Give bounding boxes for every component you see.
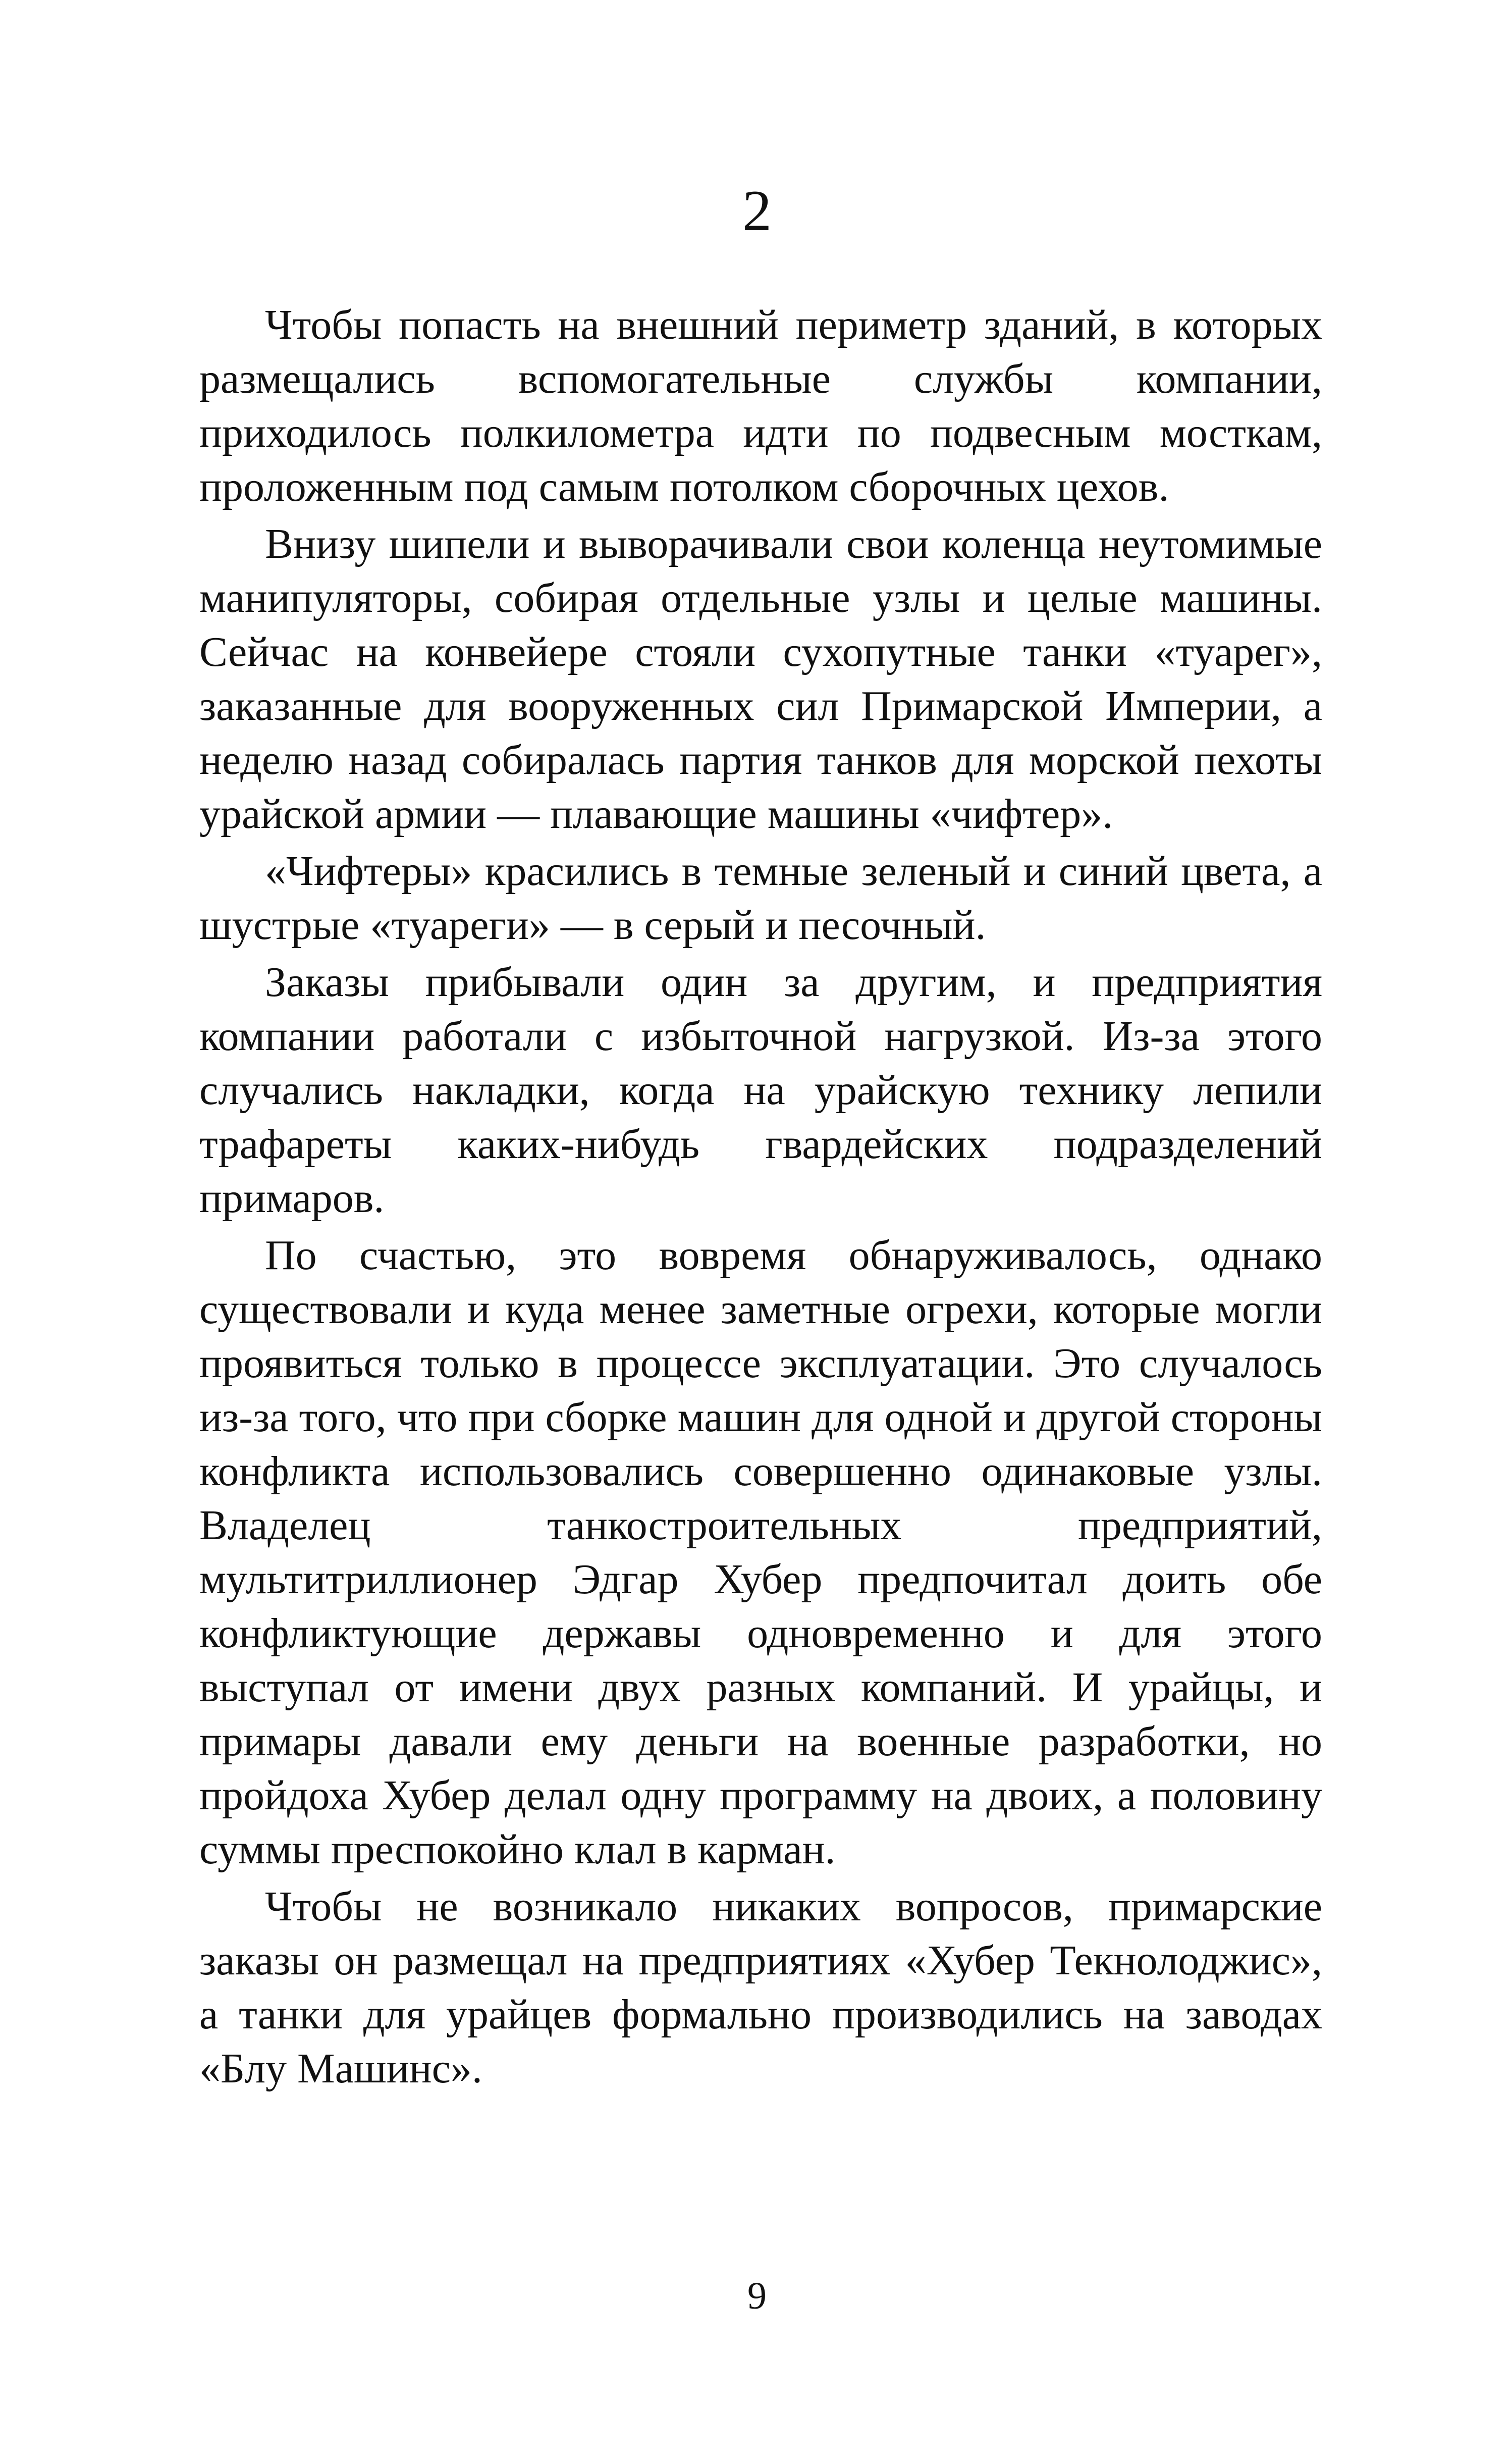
paragraph-4: Заказы прибывали один за другим, и предприятия компании работали с избыточной нагрузкой. Из-за этого случались накладки, когда на урайскую технику лепили трафареты каких-нибудь гвардейских подразделений примаров. — [199, 959, 1322, 1222]
paragraph-3: «Чифтеры» красились в темные зеленый и синий цвета, а шустрые «туареги» — в серый и песочный. — [199, 848, 1322, 949]
paragraph-6: Чтобы не возникало никаких вопросов, примарские заказы он размещал на предприятиях «Хубер Текнолоджис», а танки для урайцев формально производились на заводах «Блу Машинс». — [199, 1883, 1322, 2092]
paragraph-5: По счастью, это вовремя обнаруживалось, однако существовали и куда менее заметные огрехи, которые могли проявиться только в процессе эксплуатации. Это случалось из-за того, что при сборке машин для одной и другой стороны конфликта использовались совершенно одинаковые узлы. Владелец танкостроительных предприятий, мультитриллионер Эдгар Хубер предпочитал доить обе конфликтующие державы одновременно и для этого выступал от имени двух разных компаний. И урайцы, и примары давали ему деньги на военные разработки, но пройдоха Хубер делал одну программу на двоих, а половину суммы преспокойно клал в карман. — [199, 1232, 1322, 1873]
paragraph-2: Внизу шипели и выворачивали свои коленца неутомимые манипуляторы, собирая отдельные узлы и целые машины. Сейчас на конвейере стояли сухопутные танки «туарег», заказанные для вооруженных сил Примарской Империи, а неделю назад собиралась партия танков для морской пехоты урайской армии — плавающие машины «чифтер». — [199, 520, 1322, 838]
page-number: 9 — [747, 2275, 767, 2317]
paragraph-1: Чтобы попасть на внешний периметр зданий, в которых размещались вспомогательные службы компании, приходилось полкилометра идти по подвесным мосткам, проложенным под самым потолком сборочных цехов. — [199, 301, 1322, 510]
chapter-number: 2 — [742, 179, 772, 243]
chapter-body-text — [199, 298, 1322, 2099]
